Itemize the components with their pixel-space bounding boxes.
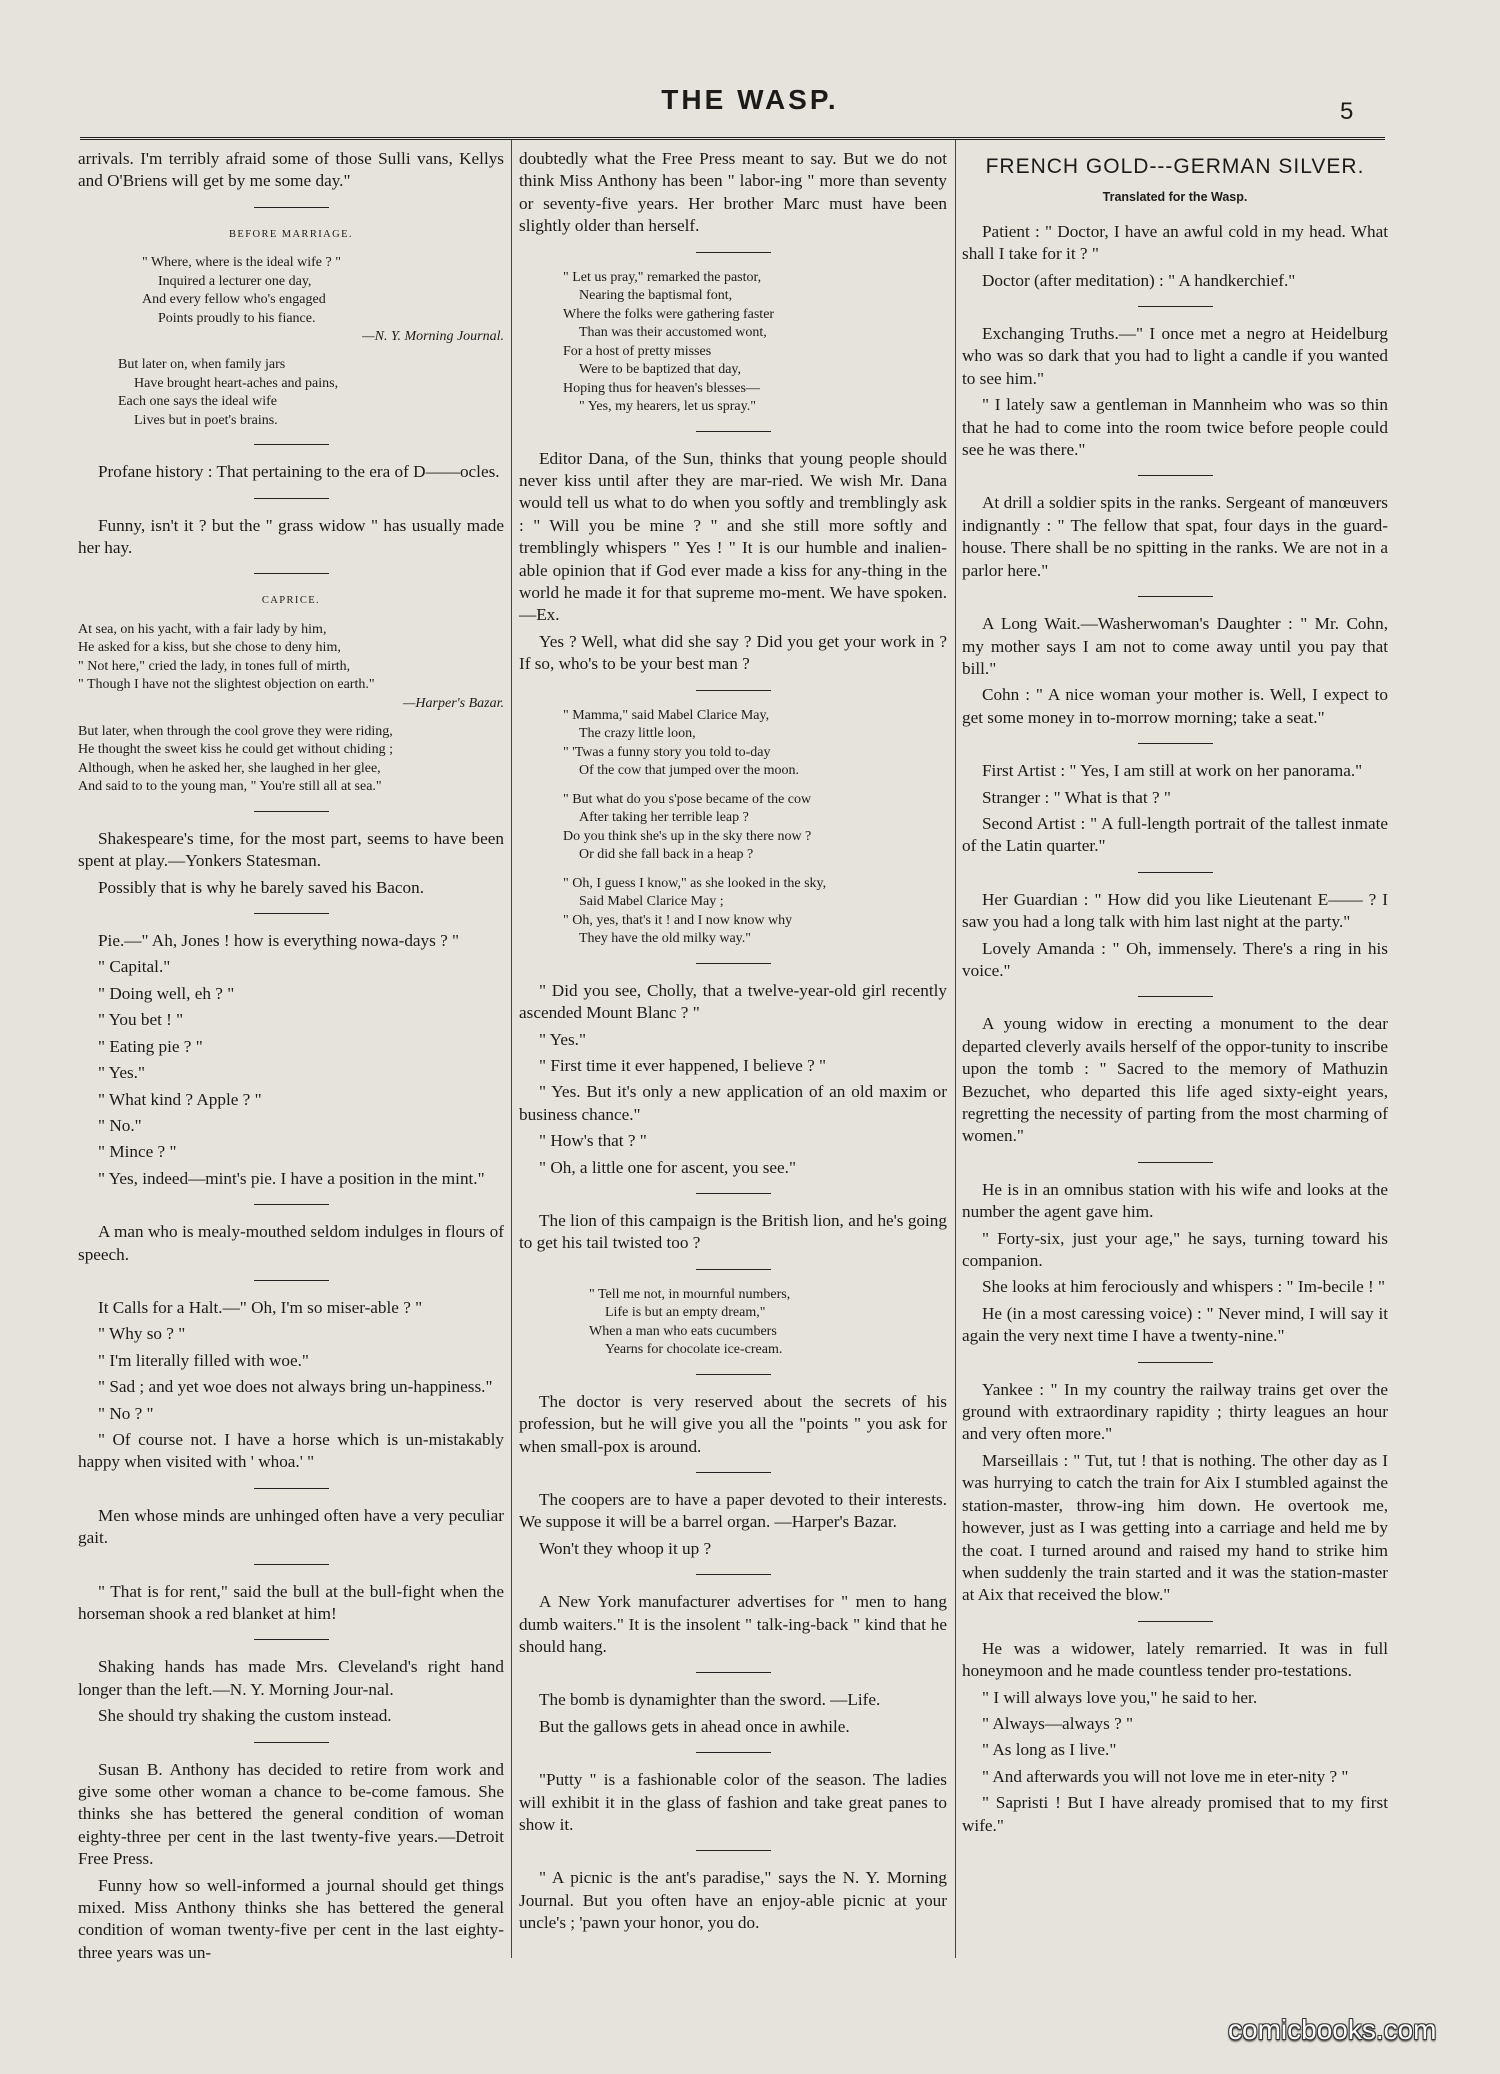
poem-line: Than was their accustomed wont, (579, 325, 767, 341)
paragraph: " That is for rent," said the bull at the bull-fight when the horseman shook a red blanket at him! (78, 1581, 504, 1623)
poem-line: Yearns for chocolate ice-cream. (605, 1342, 783, 1358)
poem-line: " Tell me not, in mournful numbers, (589, 1286, 791, 1302)
paragraph: Second Artist : " A full-length portrait of the tallest inmate of the Latin quarter." (962, 813, 1388, 856)
paragraph: Susan B. Anthony has decided to retire from work and give some other woman a chance to be-come famous. She thinks she has bettered the general condition of woman eighty-three per cent in the last twenty-five years.—Detroit Free Press. (78, 1759, 504, 1869)
separator (254, 207, 329, 208)
poem (142, 254, 504, 346)
paragraph: Funny how so well-informed a journal should get things mixed. Miss Anthony thinks she has bettered the general condition of woman twenty-five per cent in the last eighty-three years was un- (78, 1875, 504, 1962)
separator (254, 913, 329, 914)
paragraph: Funny, isn't it ? but the " grass widow " has usually made her hay. (78, 515, 504, 558)
poem-line: Said Mabel Clarice May ; (579, 894, 724, 910)
poem-line: But later on, when family jars (118, 357, 286, 373)
column-divider (955, 140, 956, 1958)
separator (1138, 872, 1213, 873)
separator (254, 1564, 329, 1565)
dialogue-line: " I will always love you," he said to her. (982, 1687, 1258, 1707)
dialogue-line: " Mince ? " (98, 1142, 177, 1162)
dialogue-line: " As long as I live." (982, 1740, 1117, 1760)
paragraph: At drill a soldier spits in the ranks. Sergeant of manœuvers indignantly : " The fellow that spat, four days in the guard-house. There shall be no spitting in the ranks. We are not in a parlor here." (962, 493, 1388, 580)
paragraph: Possibly that is why he barely saved his Bacon. (98, 877, 425, 897)
separator (1138, 306, 1213, 307)
paragraph: She should try shaking the custom instead. (98, 1706, 392, 1726)
paragraph: He (in a most caressing voice) : " Never mind, I will say it again the very next time I have a twenty-nine." (962, 1303, 1388, 1346)
separator (696, 1374, 771, 1375)
paragraph: " Forty-six, just your age," he says, turning toward his companion. (962, 1228, 1388, 1271)
paragraph: Editor Dana, of the Sun, thinks that young people should never kiss until after they are mar-ried. We wish Mr. Dana would tell us what to do when you softly and tremblingly ask : " Will you be mine ? " and she still more softly and tremblingly whispers " Yes ! " It is our humble and inalien-able opinion that if God ever made a kiss for any-thing in the world he made it for that supreme mo-ment. We have spoken.—Ex. (519, 448, 947, 625)
poem-line: But later, when through the cool grove they were riding, (78, 723, 393, 739)
poem-line: " Oh, yes, that's it ! and I now know why (563, 912, 793, 928)
paragraph: Profane history : That pertaining to the era of D——ocles. (98, 462, 500, 482)
poem (563, 269, 947, 417)
paragraph: He is in an omnibus station with his wife and looks at the number the agent gave him. (962, 1179, 1388, 1222)
dialogue-line: " Always—always ? " (982, 1713, 1134, 1733)
paragraph: Shakespeare's time, for the most part, seems to have been spent at play.—Yonkers Statesman. (78, 828, 504, 871)
separator (1138, 743, 1213, 744)
poem-line: When a man who eats cucumbers (589, 1323, 777, 1339)
poem-line: " Mamma," said Mabel Clarice May, (563, 707, 770, 723)
poem-line: " Where, where is the ideal wife ? " (142, 255, 341, 271)
paragraph: The doctor is very reserved about the secrets of his profession, but he will give you all the "points " you ask for when small-pox is around. (519, 1391, 947, 1456)
watermark-logo: comicbooks.com (1228, 2014, 1437, 2045)
poem-line: Nearing the baptismal font, (579, 288, 733, 304)
poem-line: For a host of pretty misses (563, 343, 712, 359)
separator (254, 1204, 329, 1205)
credit: —Harper's Bazar. (402, 695, 504, 711)
paragraph: Pie.—" Ah, Jones ! how is everything nowa-days ? " (98, 931, 460, 951)
poem (563, 791, 947, 865)
poem-line: " 'Twas a funny story you told to-day (563, 744, 771, 760)
separator (696, 690, 771, 691)
poem-line: " Though I have not the slightest objection on earth." (78, 677, 375, 693)
poem-line: The crazy little loon, (579, 726, 696, 742)
paragraph: Exchanging Truths.—" I once met a negro at Heidelburg who was so dark that you had to light a candle if you wanted to see him." (962, 324, 1388, 388)
poem-heading: BEFORE MARRIAGE. (229, 228, 353, 240)
paragraph: "Putty " is a fashionable color of the season. The ladies will exhibit it in the glass of fashion and take great panes to show it. (519, 1770, 947, 1835)
dialogue-line: " Eating pie ? " (98, 1036, 203, 1056)
poem-line: Of the cow that jumped over the moon. (579, 763, 800, 779)
poem-line: At sea, on his yacht, with a fair lady by him, (78, 621, 327, 637)
paragraph: Patient : " Doctor, I have an awful cold in my head. What shall I take for it ? " (962, 221, 1388, 264)
paragraph: It Calls for a Halt.—" Oh, I'm so miser-able ? " (98, 1297, 423, 1317)
paragraph: doubtedly what the Free Press meant to say. But we do not think Miss Anthony has been " labor-ing " more than seventy or seventy-five years. Her brother Marc must have been slightly older than herself. (519, 149, 947, 236)
separator (254, 498, 329, 499)
poem-line: Where the folks were gathering faster (563, 306, 775, 322)
separator (1138, 1621, 1213, 1622)
separator (254, 1639, 329, 1640)
separator (696, 1193, 771, 1194)
separator (1138, 996, 1213, 997)
dialogue-line: " Yes." (98, 1063, 145, 1083)
paragraph: A Long Wait.—Washerwoman's Daughter : " Mr. Cohn, my mother says I am not to come away until you pay that bill." (962, 614, 1388, 678)
column-2 (519, 148, 947, 1963)
poem (78, 621, 504, 713)
paragraph: The lion of this campaign is the British lion, and he's going to get his tail twisted too ? (519, 1210, 947, 1253)
poem-heading: CAPRICE. (261, 595, 321, 607)
separator (696, 1269, 771, 1270)
poem-line: Each one says the ideal wife (118, 394, 277, 410)
poem (118, 356, 504, 430)
dialogue-line: " Yes, indeed—mint's pie. I have a position in the mint." (98, 1168, 485, 1188)
poem-line: Or did she fall back in a heap ? (579, 847, 754, 863)
separator (1138, 1362, 1213, 1363)
dialogue-line: " Sad ; and yet woe does not always bring un-happiness." (98, 1377, 493, 1397)
poem-line: Hoping thus for heaven's blesses— (563, 380, 760, 396)
credit: —N. Y. Morning Journal. (362, 329, 504, 345)
poem-line: " But what do you s'pose became of the cow (563, 791, 812, 807)
dialogue-line: " Doing well, eh ? " (98, 983, 235, 1003)
dialogue-line: " How's that ? " (539, 1131, 647, 1151)
separator (696, 1574, 771, 1575)
dialogue-line: " I'm literally filled with woe." (98, 1350, 309, 1370)
dialogue-line: " No." (98, 1115, 142, 1135)
paragraph: She looks at him ferociously and whispers : " Im-becile ! " (982, 1277, 1386, 1297)
dialogue-line: " No ? " (98, 1403, 154, 1423)
separator (254, 1488, 329, 1489)
column-3 (962, 148, 1388, 1963)
section-subtitle: Translated for the Wasp. (1102, 190, 1248, 205)
dialogue-line: " First time it ever happened, I believe ? " (539, 1055, 827, 1075)
paragraph: " A picnic is the ant's paradise," says the N. Y. Morning Journal. But you often have an enjoy-able picnic at your uncle's ; 'pawn your honor, you do. (519, 1868, 947, 1933)
paragraph: Shaking hands has made Mrs. Cleveland's right hand longer than the left.—N. Y. Morning Jour-nal. (78, 1657, 504, 1699)
dialogue-line: " Yes. But it's only a new application of an old maxim or business chance." (519, 1082, 947, 1124)
paragraph: Yankee : " In my country the railway trains get over the ground with extraordinary rapidity ; thirty leagues an hour and very often more." (962, 1379, 1388, 1444)
paragraph: Men whose minds are unhinged often have a very peculiar gait. (78, 1505, 504, 1548)
poem-line: And said to to the young man, " You're still all at sea." (78, 779, 382, 795)
poem (78, 723, 504, 797)
poem-line: Life is but an empty dream," (605, 1305, 766, 1321)
paragraph: Yes ? Well, what did she say ? Did you get your work in ? If so, who's to be your best man ? (519, 631, 947, 674)
poem (563, 707, 947, 781)
poem-line: And every fellow who's engaged (142, 292, 326, 308)
dialogue-line: " And afterwards you will not love me in eter-nity ? " (982, 1766, 1349, 1786)
dialogue-line: " Sapristi ! But I have already promised that to my first wife." (962, 1793, 1388, 1835)
paragraph: A New York manufacturer advertises for " men to hang dumb waiters." It is the insolent " talk-ing-back " kind that he should hang. (519, 1592, 947, 1656)
section-title: FRENCH GOLD---GERMAN SILVER. (985, 155, 1365, 178)
page-number: 5 (1340, 98, 1354, 125)
paragraph: First Artist : " Yes, I am still at work on her panorama." (982, 761, 1363, 781)
dialogue-line: " Yes." (539, 1029, 586, 1049)
dialogue-line: " Oh, a little one for ascent, you see." (539, 1157, 796, 1177)
paragraph: Stranger : " What is that ? " (982, 787, 1171, 807)
separator (696, 431, 771, 432)
top-rule (80, 137, 1385, 140)
poem (589, 1286, 947, 1360)
masthead-title: THE WASP. (661, 84, 839, 115)
poem-line: Although, when he asked her, she laughed in her glee, (78, 760, 381, 776)
dialogue-line: " Why so ? " (98, 1324, 186, 1344)
separator (696, 1472, 771, 1473)
poem-line: Points proudly to his fiance. (158, 310, 316, 326)
poem-line: " Not here," cried the lady, in tones full of mirth, (78, 658, 351, 674)
paragraph: But the gallows gets in ahead once in awhile. (539, 1716, 850, 1736)
paragraph: A young widow in erecting a monument to the dear departed cleverly avails herself of the oppor-tunity to inscribe upon the tomb : " Sacred to the memory of Mathuzin Bezuchet, who departed this life aged sixty-eight years, regretting the necessity of parting from the most charming of women." (962, 1014, 1388, 1146)
poem-line: Were to be baptized that day, (579, 362, 742, 378)
poem-line: Do you think she's up in the sky there now ? (563, 828, 812, 844)
dialogue-line: " You bet ! " (98, 1010, 184, 1030)
poem-line: After taking her terrible leap ? (579, 810, 749, 826)
dialogue-line: " Of course not. I have a horse which is un-mistakably happy when visited with ' whoa.' " (78, 1429, 504, 1472)
paragraph: He was a widower, lately remarried. It was in full honeymoon and he made countless tender pro-testations. (962, 1638, 1388, 1681)
poem-line: He asked for a kiss, but she chose to deny him, (78, 640, 341, 656)
separator (696, 1850, 771, 1851)
paragraph: Lovely Amanda : " Oh, immensely. There's a ring in his voice." (962, 938, 1388, 980)
poem-line: " Yes, my hearers, let us spray." (579, 399, 756, 415)
separator (1138, 1162, 1213, 1163)
separator (254, 1280, 329, 1281)
paragraph: Her Guardian : " How did you like Lieutenant E—— ? I saw you had a long talk with him last night at the party." (962, 889, 1388, 932)
poem-line: Have brought heart-aches and pains, (134, 375, 339, 391)
separator (254, 573, 329, 574)
separator (696, 1752, 771, 1753)
poem-line: He thought the sweet kiss he could get without chiding ; (78, 742, 393, 758)
separator (254, 444, 329, 445)
poem-line: " Oh, I guess I know," as she looked in the sky, (563, 875, 827, 891)
column-divider (511, 140, 512, 1958)
separator (254, 1742, 329, 1743)
separator (1138, 596, 1213, 597)
paragraph: The coopers are to have a paper devoted to their interests. We suppose it will be a barrel organ. —Harper's Bazar. (519, 1489, 947, 1532)
paragraph: Marseillais : " Tut, tut ! that is nothing. The other day as I was hurrying to catch the train for Aix I stumbled against the station-master, throw-ing him down. He overtook me, however, just as I was getting into a carriage and held me by the coat. I turned around and raised my hand to strike him when suddenly the train started and it was the station-master at Aix that received the blow." (962, 1450, 1388, 1605)
paragraph: " Did you see, Cholly, that a twelve-year-old girl recently ascended Mount Blanc ? " (519, 980, 947, 1023)
paragraph: Cohn : " A nice woman your mother is. Well, I expect to get some money in to-morrow morning; take a seat." (962, 685, 1388, 727)
paragraph: Won't they whoop it up ? (539, 1538, 712, 1558)
separator (1138, 475, 1213, 476)
poem-line: Inquired a lecturer one day, (158, 273, 312, 289)
separator (254, 811, 329, 812)
poem (563, 875, 947, 949)
poem-line: " Let us pray," remarked the pastor, (563, 269, 762, 285)
separator (696, 1672, 771, 1673)
poem-line: They have the old milky way." (579, 931, 751, 947)
poem-line: Lives but in poet's brains. (134, 412, 278, 428)
paragraph: A man who is mealy-mouthed seldom indulges in flours of speech. (78, 1222, 504, 1264)
paragraph: arrivals. I'm terribly afraid some of those Sulli vans, Kellys and O'Briens will get by me some day." (78, 149, 504, 191)
dialogue-line: " Capital." (98, 957, 171, 977)
separator (696, 252, 771, 253)
separator (696, 963, 771, 964)
column-1 (78, 148, 504, 1963)
paragraph: " I lately saw a gentleman in Mannheim who was so thin that he had to come into the room twice before people could see he was there." (962, 395, 1388, 460)
dialogue-line: " What kind ? Apple ? " (98, 1089, 262, 1109)
paragraph: The bomb is dynamighter than the sword. —Life. (539, 1690, 881, 1710)
paragraph: Doctor (after meditation) : " A handkerchief." (982, 270, 1296, 290)
